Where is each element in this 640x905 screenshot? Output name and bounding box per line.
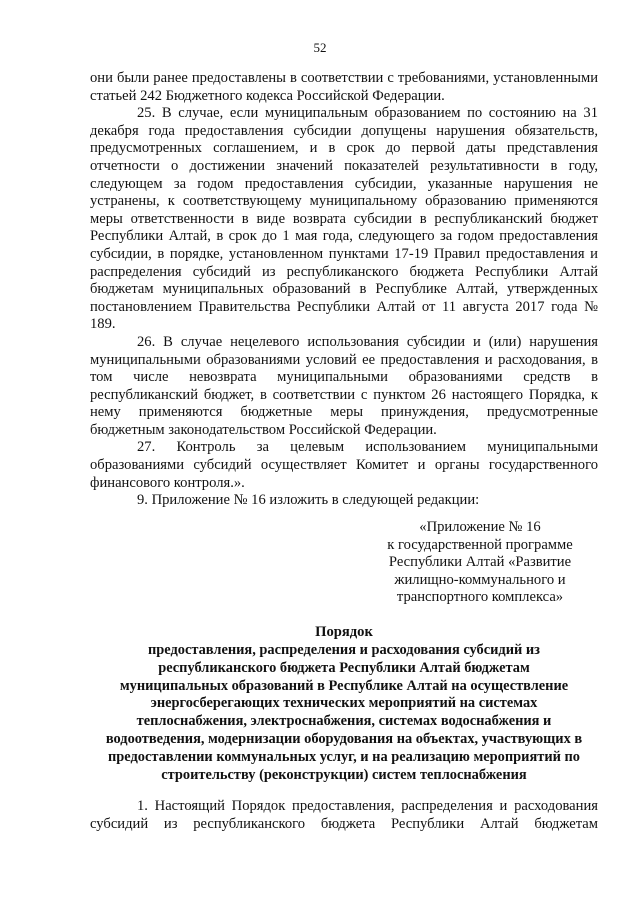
order-title: Порядок [315, 624, 373, 640]
paragraph-item-9: 9. Приложение № 16 изложить в следующей редакции: [137, 492, 480, 509]
paragraph-26: 26. В случае нецелевого использования субсидии и (или) нарушения муниципальными образованиями условий ее предоставления и расходования, в том числе невозврата муниципальными образованиями средств в республиканский бюджет, в соответствии с пунктом 26 настоящего Порядка, к нему применяются бюджетные меры принуждения, предусмотренные бюджетным законодательством Российской Федерации. [90, 333, 598, 438]
paragraph-continuation: они были ранее предоставлены в соответствии с требованиями, установленными статьей 242 Бюджетного кодекса Российской Федерации. [90, 70, 598, 104]
order-subtitle-line: водоотведения, модернизации оборудования на объектах, участвующих в [105, 730, 583, 747]
appendix-line: транспортного комплекса» [396, 589, 564, 606]
order-subtitle-line: строительству (реконструкции) систем теплоснабжения [161, 766, 527, 783]
appendix-line: «Приложение № 16 [419, 519, 541, 535]
paragraph-25: 25. В случае, если муниципальным образованием по состоянию на 31 декабря года предоставления субсидии допущены нарушения обязательств, предусмотренных соглашением, и в срок до первой даты представления отчетности о достижении значений показателей результативности в году, следующем за годом предоставления субсидии, указанные нарушения не устранены, к соответствующему муниципальному образованию применяются меры ответственности в виде возврата субсидии в республиканский бюджет Республики Алтай, в срок до 1 мая года, следующего за годом предоставления субсидии, в порядке, установленном пунктами 17-19 Правил предоставления и распределения субсидий из республиканского бюджета Республики Алтай бюджетам муниципальных образований в Республике Алтай, утвержденных постановлением Правительства Республики Алтай от 11 августа 2017 года № 189. [90, 105, 598, 333]
paragraph-27: 27. Контроль за целевым использованием муниципальными образованиями субсидий осуществляет Комитет и органы государственного финансового контроля.». [90, 439, 598, 491]
body-text [90, 70, 598, 510]
order-subtitle-line: энергосберегающих технических мероприятий на системах [150, 695, 538, 712]
order-subtitle-line: предоставлении коммунальных услуг, и на реализацию мероприятий по [108, 748, 580, 765]
appendix-line: жилищно-коммунального и [394, 571, 566, 588]
order-subtitle-line: предоставления, распределения и расходования субсидий из [148, 642, 540, 658]
order-paragraph-1: 1. Настоящий Порядок предоставления, распределения и расходования субсидий из республиканского бюджета Республики Алтай бюджетам [90, 798, 598, 832]
order-body [90, 798, 598, 834]
order-subtitle-line: республиканского бюджета Республики Алтай бюджетам [158, 659, 530, 676]
appendix-heading [360, 519, 600, 607]
appendix-line: к государственной программе [387, 536, 573, 553]
page-number: 52 [313, 40, 327, 55]
appendix-line: Республики Алтай «Развитие [388, 554, 572, 571]
order-subtitle-line: муниципальных образований в Республике Алтай на осуществление [119, 677, 569, 694]
order-subtitle-line: теплоснабжения, электроснабжения, системах водоснабжения и [136, 713, 552, 730]
order-subtitle [90, 642, 598, 784]
